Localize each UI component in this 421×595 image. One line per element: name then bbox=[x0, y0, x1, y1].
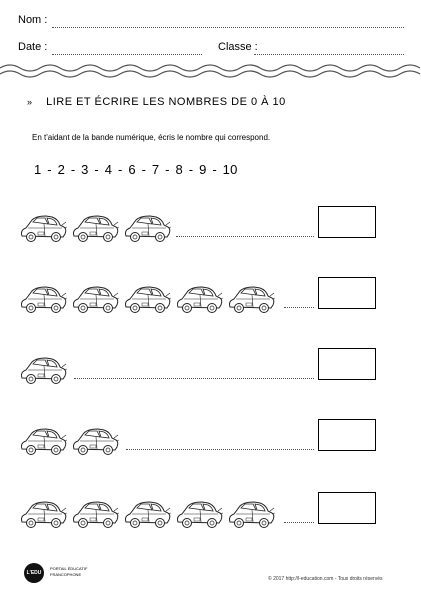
date-label: Date : bbox=[18, 41, 48, 53]
date-field[interactable] bbox=[52, 54, 202, 55]
classe-label: Classe : bbox=[218, 41, 258, 53]
car-group bbox=[18, 423, 120, 459]
car-icon bbox=[70, 210, 120, 246]
car-icon bbox=[226, 496, 276, 532]
car-icon bbox=[226, 281, 276, 317]
car-icon bbox=[174, 281, 224, 317]
answer-box-5[interactable] bbox=[318, 492, 376, 524]
classe-field[interactable] bbox=[254, 54, 404, 55]
exercise-title: LIRE ET ÉCRIRE LES NOMBRES DE 0 À 10 bbox=[46, 96, 286, 108]
logo-text: L'EDU bbox=[24, 563, 44, 583]
answer-leader-dots bbox=[284, 522, 314, 523]
double-chevron-icon: » bbox=[27, 97, 33, 107]
exercise-row-3 bbox=[18, 348, 398, 388]
car-icon bbox=[18, 281, 68, 317]
exercise-row-5 bbox=[18, 492, 398, 532]
nom-label: Nom : bbox=[18, 14, 48, 26]
car-group bbox=[18, 281, 276, 317]
number-line: 1 - 2 - 3 - 4 - 6 - 7 - 8 - 9 - 10 bbox=[34, 162, 238, 177]
answer-leader-dots bbox=[74, 378, 314, 379]
instruction-text: En t'aidant de la bande numérique, écris le nombre qui correspond. bbox=[32, 133, 271, 142]
car-icon bbox=[122, 210, 172, 246]
answer-box-2[interactable] bbox=[318, 277, 376, 309]
answer-leader-dots bbox=[284, 307, 314, 308]
answer-box-1[interactable] bbox=[318, 206, 376, 238]
car-icon bbox=[122, 281, 172, 317]
car-icon bbox=[122, 496, 172, 532]
answer-box-3[interactable] bbox=[318, 348, 376, 380]
car-icon bbox=[18, 423, 68, 459]
exercise-row-1 bbox=[18, 206, 398, 246]
copyright-text: © 2017 http://l-education.com - Tous droits réservés bbox=[268, 576, 383, 582]
nom-field[interactable] bbox=[52, 27, 404, 28]
exercise-title-row bbox=[27, 96, 286, 108]
wavy-divider bbox=[0, 60, 421, 82]
car-icon bbox=[174, 496, 224, 532]
exercise-row-2 bbox=[18, 277, 398, 317]
ledu-logo bbox=[24, 563, 44, 583]
car-group bbox=[18, 210, 172, 246]
answer-box-4[interactable] bbox=[318, 419, 376, 451]
portal-line-1: PORTAIL ÉDUCATIF bbox=[50, 566, 88, 571]
portal-line-2: FRANCOPHONE bbox=[50, 572, 82, 577]
car-icon bbox=[18, 210, 68, 246]
car-group bbox=[18, 352, 68, 388]
exercise-row-4 bbox=[18, 419, 398, 459]
answer-leader-dots bbox=[176, 236, 314, 237]
answer-leader-dots bbox=[126, 449, 314, 450]
car-icon bbox=[18, 496, 68, 532]
car-icon bbox=[18, 352, 68, 388]
portal-text bbox=[50, 566, 87, 578]
car-icon bbox=[70, 281, 120, 317]
car-icon bbox=[70, 423, 120, 459]
car-group bbox=[18, 496, 276, 532]
car-icon bbox=[70, 496, 120, 532]
